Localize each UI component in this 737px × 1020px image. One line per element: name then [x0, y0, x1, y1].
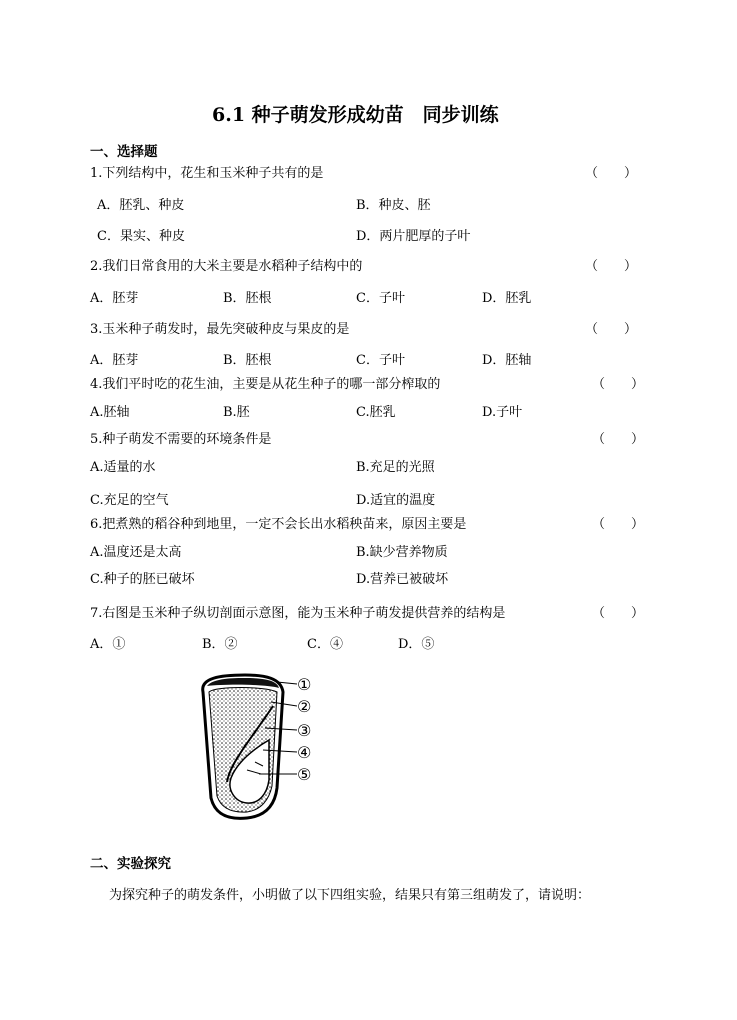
question-6-option-a: A.温度还是太高: [90, 545, 182, 560]
question-3-answer-blank: （ ）: [585, 322, 638, 337]
question-7-option-a: A．①: [90, 637, 126, 652]
section-heading-choice: 一、选择题: [90, 144, 158, 160]
question-7-option-c: C．④: [307, 637, 343, 652]
question-1-stem: 1.下列结构中，花生和玉米种子共有的是: [90, 166, 324, 181]
question-1-option-c: C．果实、种皮: [97, 229, 185, 244]
figure-label-1: ①: [297, 675, 312, 694]
question-4-option-b: B.胚: [223, 405, 250, 420]
question-3-option-c: C．子叶: [356, 353, 405, 368]
question-3-option-d: D．胚轴: [482, 353, 532, 368]
section-2-intro: 为探究种子的萌发条件，小明做了以下四组实验，结果只有第三组萌发了，请说明：: [109, 888, 591, 903]
question-2-option-b: B．胚根: [223, 291, 272, 306]
question-6-answer-blank: （ ）: [592, 517, 645, 532]
question-5-option-a: A.适量的水: [90, 460, 156, 475]
question-4-option-c: C.胚乳: [356, 405, 396, 420]
question-6-option-d: D.营养已被破坏: [356, 572, 449, 587]
question-2-answer-blank: （ ）: [585, 259, 638, 274]
question-1-option-a: A．胚乳、种皮: [97, 198, 185, 213]
question-1-option-b: B．种皮、胚: [356, 198, 431, 213]
question-4-option-a: A.胚轴: [90, 405, 130, 420]
page-title: 6.1 种子萌发形成幼苗 同步训练: [212, 104, 499, 126]
figure-label-2: ②: [297, 697, 312, 716]
question-2-option-a: A．胚芽: [90, 291, 139, 306]
question-1-option-d: D．两片肥厚的子叶: [356, 229, 471, 244]
question-6-option-b: B.缺少营养物质: [356, 545, 448, 560]
question-7-answer-blank: （ ）: [592, 606, 645, 621]
section-heading-experiment: 二、实验探究: [90, 856, 171, 872]
question-4-option-d: D.子叶: [482, 405, 523, 420]
question-6-option-c: C.种子的胚已破坏: [90, 572, 195, 587]
question-5-option-c: C.充足的空气: [90, 493, 169, 508]
question-5-option-b: B.充足的光照: [356, 460, 435, 475]
question-3-stem: 3.玉米种子萌发时，最先突破种皮与果皮的是: [90, 322, 350, 337]
question-1-answer-blank: （ ）: [585, 166, 638, 181]
figure-label-4: ④: [297, 743, 312, 762]
question-2-stem: 2.我们日常食用的大米主要是水稻种子结构中的: [90, 259, 363, 274]
question-7-stem: 7.右图是玉米种子纵切剖面示意图，能为玉米种子萌发提供营养的结构是: [90, 606, 506, 621]
question-6-stem: 6.把煮熟的稻谷种到地里，一定不会长出水稻秧苗来，原因主要是: [90, 517, 467, 532]
question-4-answer-blank: （ ）: [592, 377, 645, 392]
question-5-option-d: D.适宜的温度: [356, 493, 436, 508]
question-2-option-c: C．子叶: [356, 291, 405, 306]
question-5-stem: 5.种子萌发不需要的环境条件是: [90, 432, 272, 447]
corn-seed-diagram: [185, 670, 325, 830]
question-5-answer-blank: （ ）: [592, 432, 645, 447]
question-7-option-b: B．②: [202, 637, 238, 652]
question-3-option-b: B．胚根: [223, 353, 272, 368]
question-7-option-d: D．⑤: [398, 637, 435, 652]
figure-label-5: ⑤: [297, 765, 312, 784]
figure-label-3: ③: [297, 721, 312, 740]
question-3-option-a: A．胚芽: [90, 353, 139, 368]
question-4-stem: 4.我们平时吃的花生油，主要是从花生种子的哪一部分榨取的: [90, 377, 441, 392]
question-2-option-d: D．胚乳: [482, 291, 532, 306]
